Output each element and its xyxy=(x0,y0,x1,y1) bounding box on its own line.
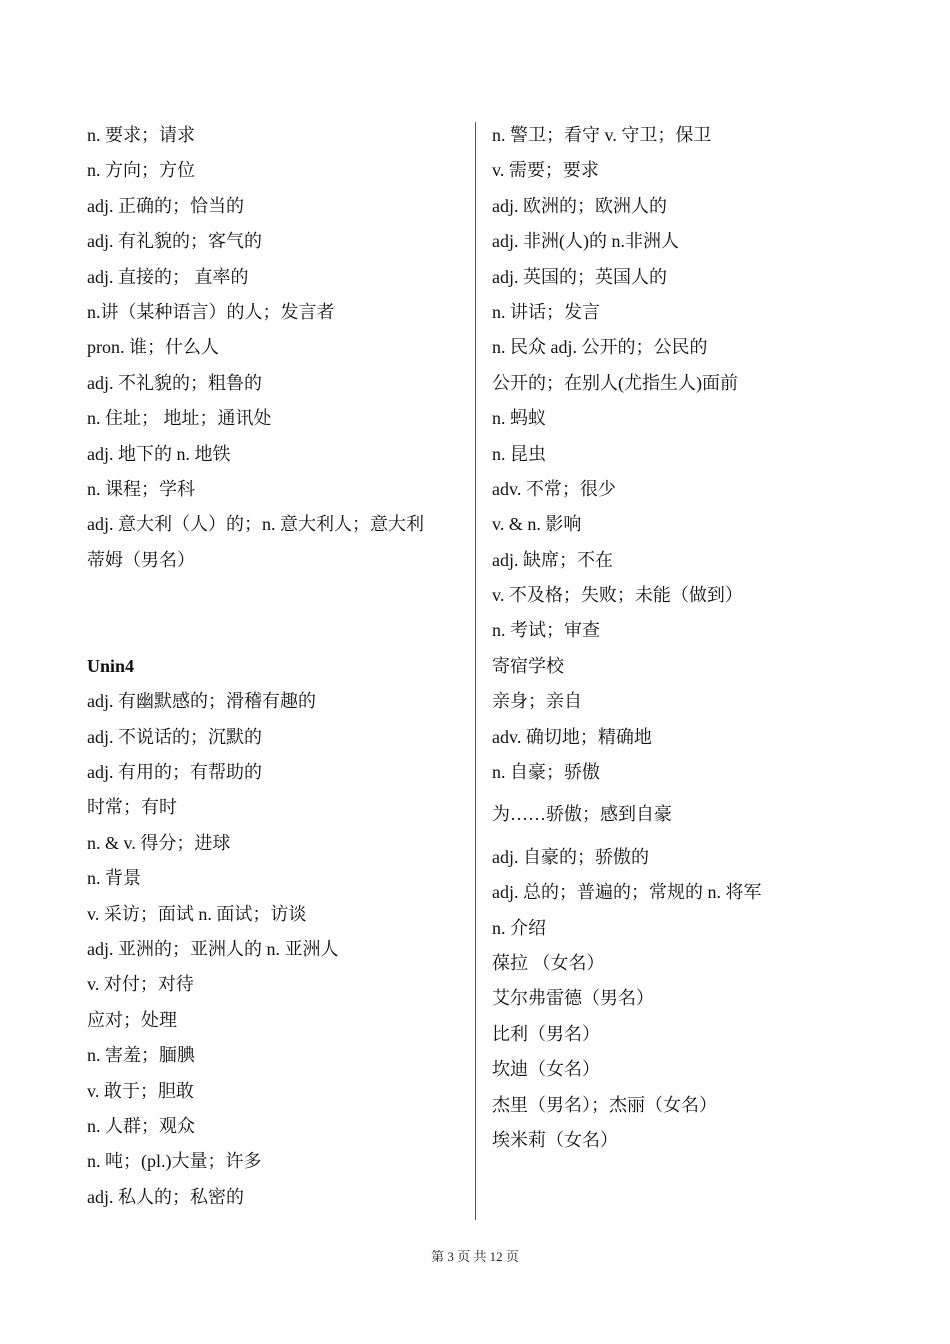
vocab-entry: n. & v. 得分；进球 xyxy=(87,832,231,853)
page-footer: 第 3 页 共 12 页 xyxy=(431,1249,519,1264)
blank-line xyxy=(87,578,467,613)
vocab-entry: 杰里（男名）；杰丽（女名） xyxy=(492,1094,717,1115)
vocab-entry: 坎迪（女名） xyxy=(492,1059,600,1080)
vocab-entry: pron. 谁；什么人 xyxy=(87,337,219,358)
vocab-entry: adj. 亚洲的；亚洲人的 n. 亚洲人 xyxy=(87,938,339,959)
vocab-entry: n. 讲话；发言 xyxy=(492,301,600,322)
vocab-entry: adj. 有用的；有帮助的 xyxy=(87,762,262,783)
vocab-entry: 艾尔弗雷德（男名） xyxy=(492,988,654,1009)
vocab-entry: adj. 英国的；英国人的 xyxy=(492,266,667,287)
vocab-entry: adj. 意大利（人）的；n. 意大利人；意大利 xyxy=(87,514,424,535)
vocab-entry: 公开的；在别人(尤指生人)面前 xyxy=(492,372,738,393)
vocab-entry: adj. 不礼貌的；粗鲁的 xyxy=(87,372,262,393)
vocab-entry: n. 人群；观众 xyxy=(87,1115,195,1136)
vocab-entry: 比利（男名） xyxy=(492,1023,600,1044)
vocab-entry: n. 要求；请求 xyxy=(87,125,195,145)
vocab-entry: n. 方向；方位 xyxy=(87,160,195,181)
blank-line xyxy=(87,613,467,648)
vocab-entry: n. 介绍 xyxy=(492,917,546,938)
vocab-entry: n. 昆虫 xyxy=(492,443,546,464)
vocab-entry: adj. 正确的；恰当的 xyxy=(87,195,244,216)
vocab-entry: v. & n. 影响 xyxy=(492,514,582,535)
column-divider xyxy=(475,122,476,1220)
vocab-entry: 蒂姆（男名） xyxy=(87,549,195,570)
vocab-entry: adj. 不说话的；沉默的 xyxy=(87,726,262,747)
vocab-entry: adj. 有礼貌的；客气的 xyxy=(87,231,262,252)
vocab-entry: 寄宿学校 xyxy=(492,655,564,676)
vocab-entry: adv. 确切地；精确地 xyxy=(492,726,652,747)
vocab-entry: 亲身；亲自 xyxy=(492,691,582,712)
vocab-entry: 为……骄傲；感到自豪 xyxy=(492,804,672,825)
vocab-entry: adj. 直接的； 直率的 xyxy=(87,266,249,287)
vocab-entry: n. 民众 adj. 公开的；公民的 xyxy=(492,337,708,358)
vocab-entry: n. 自豪；骄傲 xyxy=(492,762,600,783)
right-column xyxy=(492,118,912,1158)
vocab-entry: n. 蚂蚁 xyxy=(492,408,546,429)
vocab-entry: v. 对付；对待 xyxy=(87,974,194,995)
vocab-entry: 时常；有时 xyxy=(87,797,177,818)
vocab-entry: adj. 非洲(人)的 n.非洲人 xyxy=(492,231,679,252)
vocab-entry: adj. 地下的 n. 地铁 xyxy=(87,443,231,464)
vocab-entry: v. 需要；要求 xyxy=(492,160,599,181)
vocab-entry: adj. 自豪的；骄傲的 xyxy=(492,846,649,867)
unit-heading: Unin4 xyxy=(87,655,135,676)
left-column xyxy=(87,118,467,1215)
vocab-entry: 埃米莉（女名） xyxy=(492,1130,618,1151)
vocab-entry: n. 课程；学科 xyxy=(87,478,195,499)
vocab-entry: n. 警卫；看守 v. 守卫；保卫 xyxy=(492,125,712,145)
vocab-entry: adv. 不常；很少 xyxy=(492,478,616,499)
vocab-entry: adj. 缺席；不在 xyxy=(492,549,613,570)
vocab-entry: 应对；处理 xyxy=(87,1009,177,1030)
vocab-entry: n.讲（某种语言）的人；发言者 xyxy=(87,301,335,322)
vocab-entry: n. 害羞；腼腆 xyxy=(87,1045,195,1066)
vocab-entry: adj. 总的；普遍的；常规的 n. 将军 xyxy=(492,882,762,903)
vocab-entry: adj. 有幽默感的；滑稽有趣的 xyxy=(87,691,316,712)
vocab-entry: adj. 欧洲的；欧洲人的 xyxy=(492,195,667,216)
vocab-entry: v. 采访；面试 n. 面试；访谈 xyxy=(87,903,307,924)
vocab-entry: 葆拉 （女名） xyxy=(492,953,605,974)
vocab-entry: adj. 私人的；私密的 xyxy=(87,1186,244,1207)
vocab-entry: n. 吨；(pl.)大量；许多 xyxy=(87,1151,262,1172)
vocab-entry: v. 不及格；失败；未能（做到） xyxy=(492,585,743,606)
vocab-entry: n. 考试；审查 xyxy=(492,620,600,641)
vocab-entry: n. 背景 xyxy=(87,868,141,889)
vocab-entry: n. 住址； 地址；通讯处 xyxy=(87,408,272,429)
vocab-entry: v. 敢于；胆敢 xyxy=(87,1080,194,1101)
